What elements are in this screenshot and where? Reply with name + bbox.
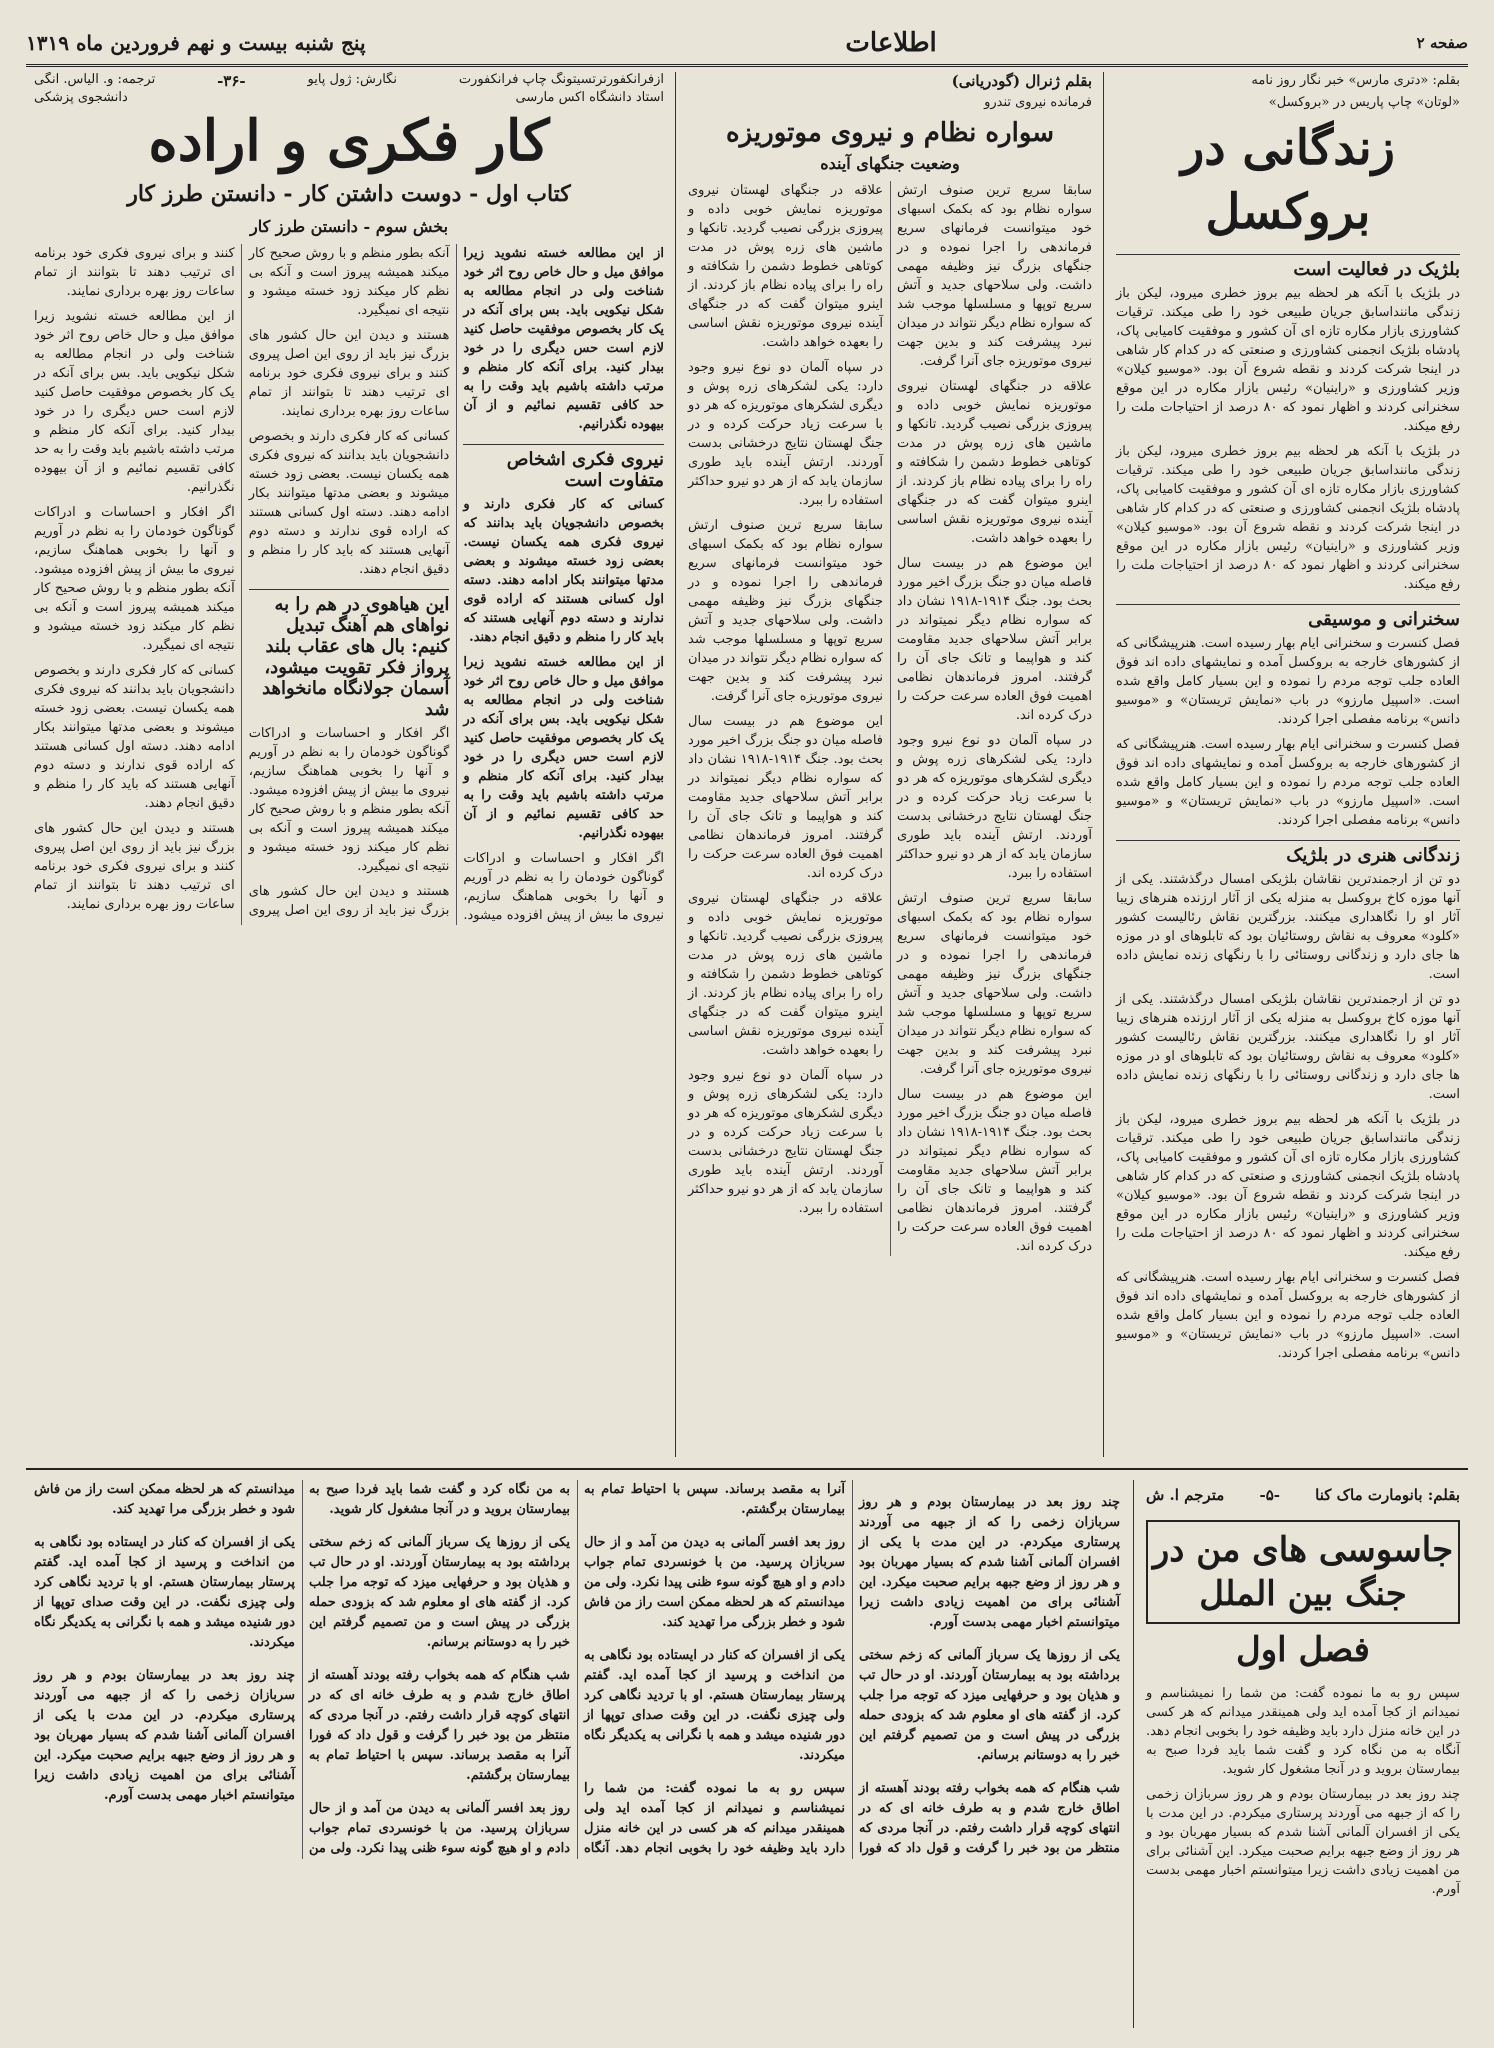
top-columns	[26, 72, 1468, 1457]
article-meta-row	[34, 90, 664, 105]
column-rule	[1103, 72, 1104, 1457]
article-meta: استاد دانشگاه اکس مارسی	[515, 90, 664, 105]
paragraph: هستند و دیدن این حال کشور های بزرگ نیز باید از روی این اصل پیروی کنند و برای نیروی فکری خود برنامه ای ترتیب دهند تا بتوانند از تمام ساعات روز بهره برداری نمایند.	[248, 328, 450, 419]
paragraph: در بلژیک با آنکه هر لحظه بیم بروز خطری میرود، لیکن باز زندگی ماننداسابق جریان طبیعی خود را طی میکند. ترقیات کشاورزی بازار مکاره تازه ای آن کشور و موفقیت کامیابی پاک، پادشاه بلژیک انجمنی کشاورزی و صنعتی که در کدام کار شاهی در اینجا شرکت کردند و نقطه شروع آن بود. «موسیو کیلان» وزیر کشاورزی و «راینیان» رئیس بازار مکاره در این موقع سخنرانی کردند و اظهار نمود که ۸۰ درصد از احتیاجات ملت را رفع میکند.	[1116, 286, 1461, 434]
section-heading: نیروی فکری اشخاص متفاوت است	[463, 444, 664, 491]
article-brussels	[1108, 72, 1468, 1457]
paragraph: اگر افکار و احساسات و ادراکات گوناگون خودمان را به نظم در آوریم و آنها را بخوبی هماهنگ سازیم، نیروی ما بیش از پیش افزوده میشود. آنکه بطور منظم و با روش صحیح کار میکند همیشه پیروز است و آنکه بی نظم کار میکند زود خسته میشود و نتیجه ای نمیگیرد.	[248, 246, 664, 923]
paragraph: کسانی که کار فکری دارند و بخصوص دانشجویان باید بدانند که نیروی فکری همه یکسان نیست. بعضی زود خسته میشوند و بعضی مدتها میتوانند بکار ادامه دهند. دسته اول کسانی هستند که اراده قوی ندارند و دسته دوم آنهایی هستند که باید کار را منظم و دقیق انجام دهند.	[248, 429, 450, 577]
serial-story-section	[26, 1468, 1468, 2028]
article-meta: ازفرانکفورترتسیتونگ چاپ فرانکفورت	[458, 72, 664, 87]
article-title: زندگانی در بروکسل	[1181, 120, 1395, 240]
paragraph: یکی از افسران که کنار در ایستاده بود نگاهی به من انداخت و پرسید از کجا آمده اید. گفتم پرستار بیمارستان هستم. او با تردید نگاهی کرد ولی چیزی نگفت. در این وقت صدای توپها از دور شنیده میشد و همه با نگرانی به یکدیگر نگاه میکردند.	[584, 1648, 845, 1763]
book-title: کتاب اول - دوست داشتن کار - دانستن طرز کار	[127, 181, 571, 207]
paragraph: از این مطالعه خسته نشوید زیرا موافق میل و حال خاص روح اثر خود شناخت ولی در انجام مطالعه به شکل نیکویی باید. بس برای آنکه در یک کار بخصوص موفقیت حاصل کنید لازم است حس دیگری را در خود بیدار کنید. برای آنکه کار منظم و مرتب داشته باشیم باید وقت را به حد کافی تقسیم نمائیم و از آن بیهوده نگذرانیم.	[463, 246, 664, 432]
paragraph: فصل کنسرت و سخنرانی ایام بهار رسیده است. هنرپیشگانی که از کشورهای خارجه به بروکسل آمده و نمایشهای داده اند فوق العاده جلب توجه مردم را نموده و این بسیار کامل واقع شده است. «اسپیل مارزو» در باب «نمایش تریستان» و «موسیو دانس» برنامه مفصلی اجرا کردند.	[1116, 1270, 1460, 1361]
masthead	[26, 22, 1468, 67]
paragraph: روز بعد افسر آلمانی به دیدن من آمد و از حال سربازان پرسید. من با خونسردی تمام جواب دادم و او هیچ گونه سوء ظنی پیدا نکرد. ولی من میدانستم که هر لحظه ممکن است راز من فاش شود و خطر بزرگی مرا تهدید کند.	[34, 1482, 570, 1856]
column-rule	[675, 72, 676, 1457]
paragraph: چند روز بعد در بیمارستان بودم و هر روز سربازان زخمی را که از جبهه می آوردند پرستاری میکردم. در این مدت با یکی از افسران آلمانی آشنا شدم که بسیار مهربان بود و هر روز از وضع جبهه برایم صحبت میکرد. این آشنائی برای من اهمیت زیادی داشت زیرا میتوانستم اخبار مهمی بدست آورم.	[1146, 1787, 1460, 1897]
paragraph: سابقا سریع ترین صنوف ارتش سواره نظام بود که بکمک اسبهای خود میتوانست فرمانهای سریع فرماندهی را اجرا نموده و در جنگهای بزرگ نیز وظیفه مهمی داشت. ولی سلاحهای جدید و آتش سریع توپها و مسلسلها موجب شد که سواره نظام دیگر نتواند در میدان نبرد پیشرفت کند و بدین جهت نیروی موتوریزه جای آنرا گرفت.	[897, 183, 1092, 369]
paragraph: کسانی که کار فکری دارند و بخصوص دانشجویان باید بدانند که نیروی فکری همه یکسان نیست. بعضی زود خسته میشوند و بعضی مدتها میتوانند بکار ادامه دهند. دسته اول کسانی هستند که اراده قوی ندارند و دسته دوم آنهایی هستند که باید کار را منظم و دقیق انجام دهند.	[463, 497, 664, 645]
article-title: سواره نظام و نیروی موتوریزه	[725, 118, 1055, 148]
story-author: بقلم: بانومارت ماک کنا	[1315, 1486, 1460, 1504]
column-rule	[1133, 1480, 1134, 2028]
paragraph: دو تن از ارجمندترین نقاشان بلژیکی امسال درگذشتند. یکی از آنها موزه کاخ بروکسل به منزله یکی از آثار ارزنده هنرهای زیبا آثار او را نگاهداری میکنند. بزرگترین نقاش رئالیست کشور «کلود» معروف به نقاش روستائیان بود که تابلوهای او در موزه ها جای دارد و زندگانی روستائی را با رنگهای زنده نمایش داده است.	[1116, 872, 1460, 982]
story-credits	[1146, 1480, 1460, 1514]
story-body	[26, 1480, 1128, 2028]
page-number: صفحه ۲	[1416, 34, 1468, 52]
paragraph: علاقه در جنگهای لهستان نیروی موتوریزه نمایش خوبی داده و پیروزی بزرگی نصیب گردید. تانکها و ماشین های زره پوش در مدت کوتاهی خطوط دشمن را شکافته و راه را برای پیاده نظام باز کردند. از اینرو میتوان گفت که در جنگهای آینده نیروی موتوریزه نقش اساسی را بعهده خواهد داشت.	[688, 891, 883, 1058]
paragraph: در سپاه آلمان دو نوع نیرو وجود دارد: یکی لشکرهای زره پوش و دیگری لشکرهای موتوریزه که هر دو با سرعت زیاد حرکت کرده و در جنگ لهستان نتایج درخشانی بدست آوردند. ارتش آینده باید طوری سازمان یابد که از هر دو نیرو حداکثر استفاده را ببرد.	[688, 1068, 883, 1216]
paragraph: علاقه در جنگهای لهستان نیروی موتوریزه نمایش خوبی داده و پیروزی بزرگی نصیب گردید. تانکها و ماشین های زره پوش در مدت کوتاهی خطوط دشمن را شکافته و راه را برای پیاده نظام باز کردند. از اینرو میتوان گفت که در جنگهای آینده نیروی موتوریزه نقش اساسی را بعهده خواهد داشت.	[688, 183, 883, 350]
paragraph: از این مطالعه خسته نشوید زیرا موافق میل و حال خاص روح اثر خود شناخت ولی در انجام مطالعه به شکل نیکویی باید. بس برای آنکه در یک کار بخصوص موفقیت حاصل کنید لازم است حس دیگری را در خود بیدار کنید. برای آنکه کار منظم و مرتب داشته باشیم باید وقت را به حد کافی تقسیم نمائیم و از آن بیهوده نگذرانیم.	[463, 655, 664, 841]
section-heading: سخنرانی و موسیقی	[1116, 604, 1460, 630]
article-meta: ترجمه: و. الیاس. انگی	[34, 72, 156, 87]
story-translator: مترجم ا. ش	[1146, 1486, 1225, 1504]
paragraph: سابقا سریع ترین صنوف ارتش سواره نظام بود که بکمک اسبهای خود میتوانست فرمانهای سریع فرماندهی را اجرا نموده و در جنگهای بزرگ نیز وظیفه مهمی داشت. ولی سلاحهای جدید و آتش سریع توپها و مسلسلها موجب شد که سواره نظام دیگر نتواند در میدان نبرد پیشرفت کند و بدین جهت نیروی موتوریزه جای آنرا گرفت.	[688, 518, 883, 704]
paragraph: فصل کنسرت و سخنرانی ایام بهار رسیده است. هنرپیشگانی که از کشورهای خارجه به بروکسل آمده و نمایشهای داده اند فوق العاده جلب توجه مردم را نموده و این بسیار کامل واقع شده است. «اسپیل مارزو» در باب «نمایش تریستان» و «موسیو دانس» برنامه مفصلی اجرا کردند.	[1116, 636, 1460, 727]
paragraph: در سپاه آلمان دو نوع نیرو وجود دارد: یکی لشکرهای زره پوش و دیگری لشکرهای موتوریزه که هر دو با سرعت زیاد حرکت کرده و در جنگ لهستان نتایج درخشانی بدست آوردند. ارتش آینده باید طوری سازمان یابد که از هر دو نیرو حداکثر استفاده را ببرد.	[897, 733, 1092, 881]
paragraph: سابقا سریع ترین صنوف ارتش سواره نظام بود که بکمک اسبهای خود میتوانست فرمانهای سریع فرماندهی را اجرا نموده و در جنگهای بزرگ نیز وظیفه مهمی داشت. ولی سلاحهای جدید و آتش سریع توپها و مسلسلها موجب شد که سواره نظام دیگر نتواند در میدان نبرد پیشرفت کند و بدین جهت نیروی موتوریزه جای آنرا گرفت.	[897, 891, 1092, 1077]
article-subtitle: وضعیت جنگهای آینده	[820, 154, 960, 173]
article-meta-row	[34, 72, 664, 90]
paragraph: هستند و دیدن این حال کشور های بزرگ نیز باید از روی این اصل پیروی کنند و برای نیروی فکری خود برنامه ای ترتیب دهند تا بتوانند از تمام ساعات روز بهره برداری نمایند.	[34, 821, 235, 912]
paragraph: چند روز بعد در بیمارستان بودم و هر روز سربازان زخمی را که از جبهه می آوردند پرستاری میکردم. در این مدت با یکی از افسران آلمانی آشنا شدم که بسیار مهربان بود و هر روز از وضع جبهه برایم صحبت میکرد. این آشنائی برای من اهمیت زیادی داشت زیرا میتوانستم اخبار مهمی بدست آورم.	[859, 1495, 1120, 1630]
section-heading: زندگانی هنری در بلژیک	[1116, 840, 1460, 866]
paragraph: فصل کنسرت و سخنرانی ایام بهار رسیده است. هنرپیشگانی که از کشورهای خارجه به بروکسل آمده و نمایشهای داده اند فوق العاده جلب توجه مردم را نموده و این بسیار کامل واقع شده است. «اسپیل مارزو» در باب «نمایش تریستان» و «موسیو دانس» برنامه مفصلی اجرا کردند.	[1116, 737, 1460, 828]
article-role: فرمانده نیروی تندرو	[984, 95, 1092, 110]
three-col-body	[34, 244, 664, 925]
paragraph: در بلژیک با آنکه هر لحظه بیم بروز خطری میرود، لیکن باز زندگی ماننداسابق جریان طبیعی خود را طی میکند. ترقیات کشاورزی بازار مکاره تازه ای آن کشور و موفقیت کامیابی پاک، پادشاه بلژیک انجمنی کشاورزی و صنعتی که در کدام کار شاهی در اینجا شرکت کردند و نقطه شروع آن بود. «موسیو کیلان» وزیر کشاورزی و «راینیان» رئیس بازار مکاره در این موقع سخنرانی کردند و اظهار نمود که ۸۰ درصد از احتیاجات ملت را رفع میکند.	[1116, 444, 1461, 592]
paragraph: این موضوع هم در بیست سال فاصله میان دو جنگ بزرگ اخیر مورد بحث بود. جنگ ۱۹۱۴-۱۹۱۸ نشان داد که سواره نظام دیگر نمیتواند در برابر آتش سلاحهای جدید مقاومت کند و هواپیما و تانک جای آن را گرفتند. امروز فرماندهان نظامی اهمیت فوق العاده سرعت حرکت را درک کرده اند.	[688, 714, 883, 881]
paragraph: هستند و دیدن این حال کشور های بزرگ نیز باید از روی این اصل پیروی کنند و برای نیروی فکری خود برنامه ای ترتیب دهند تا بتوانند از تمام ساعات روز بهره برداری نمایند.	[34, 246, 450, 918]
paragraph: سپس رو به ما نموده گفت: من شما را نمیشناسم و نمیدانم از کجا آمده اید ولی همینقدر میدانم که هر کسی در این خانه منزل دارد باید وظیفه خود را بخوبی انجام دهد. آنگاه به من نگاه کرد و گفت شما باید فردا صبح به بیمارستان بروید و در آنجا مشغول کار شوید.	[1146, 1686, 1460, 1777]
paragraph: یکی از روزها یک سرباز آلمانی که زخم سختی برداشته بود به بیمارستان آوردند. او در حال تب و هذیان بود و حرفهایی میزد که توجه مرا جلب کرد. از گفته های او معلوم شد که بزودی حمله بزرگی در پیش است و من تصمیم گرفتم این خبر را به دوستانم برسانم.	[309, 1535, 570, 1650]
paragraph: اگر افکار و احساسات و ادراکات گوناگون خودمان را به نظم در آوریم و آنها را بخوبی هماهنگ سازیم، نیروی ما بیش از پیش افزوده میشود. آنکه بطور منظم و با روش صحیح کار میکند همیشه پیروز است و آنکه بی نظم کار میکند زود خسته میشود و نتیجه ای نمیگیرد.	[34, 505, 235, 653]
paragraph: سپس رو به ما نموده گفت: من شما را نمیشناسم و نمیدانم از کجا آمده اید ولی همینقدر میدانم که هر کسی در این خانه منزل دارد باید وظیفه خود را بخوبی انجام دهد. آنگاه به من نگاه کرد و گفت شما باید فردا صبح به بیمارستان بروید و در آنجا مشغول کار شوید.	[309, 1482, 845, 1856]
two-col-body	[688, 181, 1092, 1256]
paragraph: علاقه در جنگهای لهستان نیروی موتوریزه نمایش خوبی داده و پیروزی بزرگی نصیب گردید. تانکها و ماشین های زره پوش در مدت کوتاهی خطوط دشمن را شکافته و راه را برای پیاده نظام باز کردند. از اینرو میتوان گفت که در جنگهای آینده نیروی موتوریزه نقش اساسی را بعهده خواهد داشت.	[897, 379, 1092, 546]
paragraph: یکی از روزها یک سرباز آلمانی که زخم سختی برداشته بود به بیمارستان آوردند. او در حال تب و هذیان بود و حرفهایی میزد که توجه مرا جلب کرد. از گفته های او معلوم شد که بزودی حمله بزرگی در پیش است و من تصمیم گرفتم این خبر را به دوستانم برسانم.	[859, 1648, 1120, 1763]
section-heading: این هیاهوی در هم را به نواهای هم آهنگ تبدیل کنیم: بال های عقاب بلند پرواز فکر تقویت میشود، آسمان جولانگاه مانخواهد شد	[249, 589, 450, 720]
paragraph: در بلژیک با آنکه هر لحظه بیم بروز خطری میرود، لیکن باز زندگی ماننداسابق جریان طبیعی خود را طی میکند. ترقیات کشاورزی بازار مکاره تازه ای آن کشور و موفقیت کامیابی پاک، پادشاه بلژیک انجمنی کشاورزی و صنعتی که در کدام کار شاهی در اینجا شرکت کردند و نقطه شروع آن بود. «موسیو کیلان» وزیر کشاورزی و «راینیان» رئیس بازار مکاره در این موقع سخنرانی کردند و اظهار نمود که ۸۰ درصد از احتیاجات ملت را رفع میکند.	[1116, 1112, 1461, 1260]
serial-number: -۵-	[1259, 1486, 1280, 1504]
story-header	[1138, 1480, 1468, 2028]
section-heading: بلژیک در فعالیت است	[1116, 254, 1460, 280]
article-cavalry	[680, 72, 1100, 1457]
paragraph: یکی از افسران که کنار در ایستاده بود نگاهی به من انداخت و پرسید از کجا آمده اید. گفتم پرستار بیمارستان هستم. او با تردید نگاهی کرد ولی چیزی نگفت. در این وقت صدای توپها از دور شنیده میشد و همه با نگرانی به یکدیگر نگاه میکردند.	[34, 1535, 295, 1650]
story-chapter: فصل اول	[1236, 1630, 1370, 1670]
article-byline: بقلم ژنرال (گودریانی)	[951, 72, 1092, 90]
paragraph: شب هنگام که همه بخواب رفته بودند آهسته از اطاق خارج شدم و به طرف خانه ای که در انتهای کوچه قرار داشت رفتم. در آنجا مردی که منتظر من بود خبر را گرفت و قول داد که فورا آنرا به مقصد برساند. سپس با احتیاط تمام به بیمارستان برگشتم.	[584, 1482, 1120, 1856]
paragraph: کسانی که کار فکری دارند و بخصوص دانشجویان باید بدانند که نیروی فکری همه یکسان نیست. بعضی زود خسته میشوند و بعضی مدتها میتوانند بکار ادامه دهند. دسته اول کسانی هستند که اراده قوی ندارند و دسته دوم آنهایی هستند که باید کار را منظم و دقیق انجام دهند.	[34, 663, 235, 811]
paragraph: روز بعد افسر آلمانی به دیدن من آمد و از حال سربازان پرسید. من با خونسردی تمام جواب دادم و او هیچ گونه سوء ظنی پیدا نکرد. ولی من میدانستم که هر لحظه ممکن است راز من فاش شود و خطر بزرگی مرا تهدید کند.	[584, 1535, 845, 1630]
issue-date: پنج شنبه بیست و نهم فروردین ماه ۱۳۱۹	[26, 31, 366, 55]
paragraph: دو تن از ارجمندترین نقاشان بلژیکی امسال درگذشتند. یکی از آنها موزه کاخ بروکسل به منزله یکی از آثار ارزنده هنرهای زیبا آثار او را نگاهداری میکنند. بزرگترین نقاش رئالیست کشور «کلود» معروف به نقاش روستائیان بود که تابلوهای او در موزه ها جای دارد و زندگانی روستائی را با رنگهای زنده نمایش داده است.	[1116, 992, 1460, 1102]
article-meta: دانشجوی پزشکی	[34, 90, 128, 105]
article-meta: نگارش: ژول پایو	[307, 72, 397, 87]
paragraph: در سپاه آلمان دو نوع نیرو وجود دارد: یکی لشکرهای زره پوش و دیگری لشکرهای موتوریزه که هر دو با سرعت زیاد حرکت کرده و در جنگ لهستان نتایج درخشانی بدست آوردند. ارتش آینده باید طوری سازمان یابد که از هر دو نیرو حداکثر استفاده را ببرد.	[688, 360, 883, 508]
article-mental-work	[26, 72, 672, 1457]
paragraph: شب هنگام که همه بخواب رفته بودند آهسته از اطاق خارج شدم و به طرف خانه ای که در انتهای کوچه قرار داشت رفتم. در آنجا مردی که منتظر من بود خبر را گرفت و قول داد که فورا آنرا به مقصد برساند. سپس با احتیاط تمام به بیمارستان برگشتم.	[309, 1668, 570, 1783]
paragraph: از این مطالعه خسته نشوید زیرا موافق میل و حال خاص روح اثر خود شناخت ولی در انجام مطالعه به شکل نیکویی باید. بس برای آنکه در یک کار بخصوص موفقیت حاصل کنید لازم است حس دیگری را در خود بیدار کنید. برای آنکه کار منظم و مرتب داشته باشیم باید وقت را به حد کافی تقسیم نمائیم و از آن بیهوده نگذرانیم.	[34, 309, 235, 495]
serial-number: -۳۶-	[217, 72, 246, 90]
paragraph: چند روز بعد در بیمارستان بودم و هر روز سربازان زخمی را که از جبهه می آوردند پرستاری میکردم. در این مدت با یکی از افسران آلمانی آشنا شدم که بسیار مهربان بود و هر روز از وضع جبهه برایم صحبت میکرد. این آشنائی برای من اهمیت زیادی داشت زیرا میتوانستم اخبار مهمی بدست آورم.	[34, 1668, 295, 1803]
article-title: کار فکری و اراده	[148, 108, 550, 174]
paragraph: اگر افکار و احساسات و ادراکات گوناگون خودمان را به نظم در آوریم و آنها را بخوبی هماهنگ سازیم، نیروی ما بیش از پیش افزوده میشود. آنکه بطور منظم و با روش صحیح کار میکند همیشه پیروز است و آنکه بی نظم کار میکند زود خسته میشود و نتیجه ای نمیگیرد.	[248, 726, 450, 874]
paragraph: این موضوع هم در بیست سال فاصله میان دو جنگ بزرگ اخیر مورد بحث بود. جنگ ۱۹۱۴-۱۹۱۸ نشان داد که سواره نظام دیگر نمیتواند در برابر آتش سلاحهای جدید مقاومت کند و هواپیما و تانک جای آن را گرفتند. امروز فرماندهان نظامی اهمیت فوق العاده سرعت حرکت را درک کرده اند.	[897, 556, 1092, 723]
newspaper-name: اطلاعات	[845, 28, 937, 58]
article-meta: «لوتان» چاپ پاریس در «بروکسل»	[1268, 95, 1460, 110]
four-col-body	[34, 1480, 1120, 1859]
story-title: جاسوسی های من در جنگ بین الملل	[1146, 1520, 1460, 1624]
part-title: بخش سوم - دانستن طرز کار	[249, 217, 449, 236]
paragraph: این موضوع هم در بیست سال فاصله میان دو جنگ بزرگ اخیر مورد بحث بود. جنگ ۱۹۱۴-۱۹۱۸ نشان داد که سواره نظام دیگر نمیتواند در برابر آتش سلاحهای جدید مقاومت کند و هواپیما و تانک جای آن را گرفتند. امروز فرماندهان نظامی اهمیت فوق العاده سرعت حرکت را درک کرده اند.	[897, 1087, 1092, 1254]
article-meta: بقلم: «دتری مارس» خبر نگار روز نامه	[1251, 73, 1460, 88]
